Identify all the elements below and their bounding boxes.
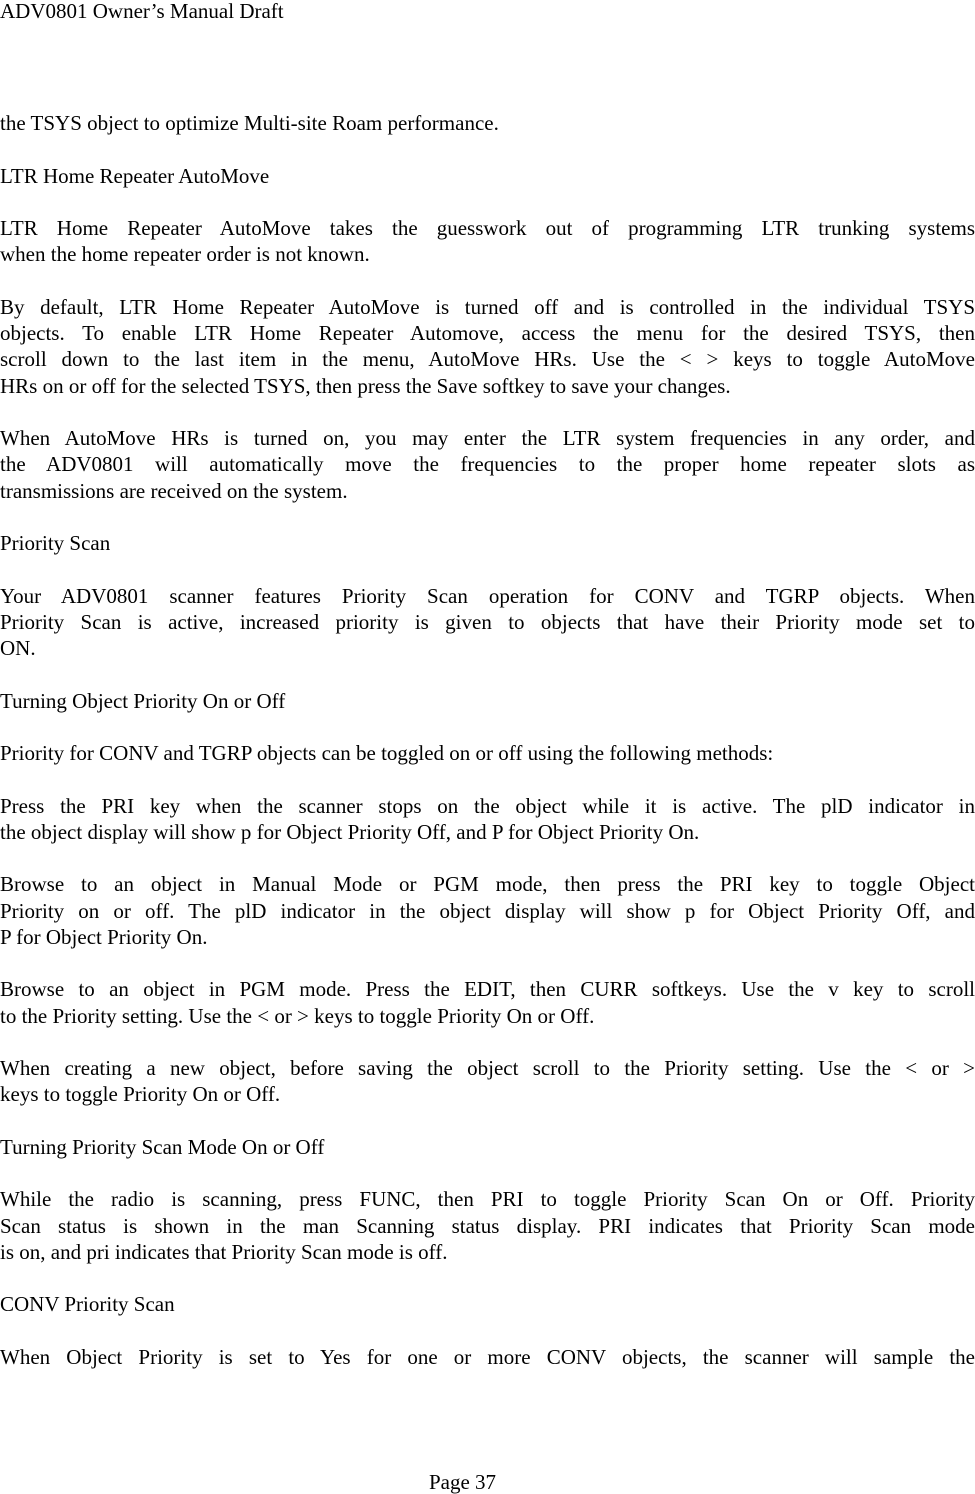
paragraph: [0, 740, 975, 766]
text-line: ON.: [0, 636, 36, 660]
section-heading: [0, 1291, 975, 1317]
section-heading: [0, 530, 975, 556]
paragraph: [0, 425, 975, 504]
text-line: LTR Home Repeater AutoMove: [0, 163, 270, 188]
text-line: Scan status is shown in the man Scanning status display. PRI indicates that Priority Scan mode: [0, 1213, 975, 1238]
paragraph: [0, 976, 975, 1029]
text-line: Priority on or off. The plD indicator in the object display will show p for Object Priority Off, and: [0, 898, 975, 923]
text-line: to the Priority setting. Use the < or > keys to toggle Priority On or Off.: [0, 1003, 595, 1028]
paragraph: [0, 583, 975, 662]
paragraph: [0, 215, 975, 268]
text-line: Browse to an object in PGM mode. Press the EDIT, then CURR softkeys. Use the v key to scroll: [0, 977, 975, 1002]
paragraph: [0, 793, 975, 846]
text-line: is on, and pri indicates that Priority Scan mode is off.: [0, 1239, 448, 1264]
text-line: By default, LTR Home Repeater AutoMove is turned off and is controlled in the individual TSYS: [0, 294, 975, 319]
text-line: LTR Home Repeater AutoMove takes the guesswork out of programming LTR trunking systems: [0, 216, 975, 240]
paragraph: [0, 1186, 975, 1265]
text-line: when the home repeater order is not known.: [0, 242, 370, 267]
paragraph: [0, 1344, 975, 1370]
section-heading: [0, 1134, 975, 1160]
section-heading: [0, 688, 975, 714]
section-heading: [0, 163, 975, 189]
document-title: ADV0801 Owner’s Manual Draft: [0, 0, 284, 23]
text-line: the ADV0801 will automatically move the frequencies to the proper home repeater slots as: [0, 452, 975, 477]
text-line: transmissions are received on the system.: [0, 478, 348, 503]
paragraph: [0, 110, 975, 136]
text-line: CONV Priority Scan: [0, 1292, 175, 1317]
text-line: the TSYS object to optimize Multi-site Roam performance.: [0, 111, 499, 135]
text-line: Press the PRI key when the scanner stops on the object while it is active. The plD indicator in: [0, 793, 975, 818]
text-line: Turning Priority Scan Mode On or Off: [0, 1134, 325, 1159]
paragraph: [0, 871, 975, 950]
text-line: HRs on or off for the selected TSYS, then press the Save softkey to save your changes.: [0, 373, 731, 398]
paragraph: [0, 1055, 975, 1108]
text-line: When AutoMove HRs is turned on, you may enter the LTR system frequencies in any order, and: [0, 426, 975, 450]
paragraph: [0, 294, 975, 399]
page-footer: [0, 1470, 975, 1494]
text-line: objects. To enable LTR Home Repeater Automove, access the menu for the desired TSYS, then: [0, 321, 975, 345]
text-line: While the radio is scanning, press FUNC, then PRI to toggle Priority Scan On or Off. Priority: [0, 1187, 975, 1212]
text-line: Turning Object Priority On or Off: [0, 688, 286, 713]
page-header: [0, 0, 284, 22]
text-line: the object display will show p for Object Priority Off, and P for Object Priority On.: [0, 819, 700, 844]
text-line: keys to toggle Priority On or Off.: [0, 1082, 281, 1107]
text-line: Browse to an object in Manual Mode or PGM mode, then press the PRI key to toggle Object: [0, 872, 975, 897]
text-line: Priority Scan: [0, 531, 111, 555]
text-line: When Object Priority is set to Yes for one or more CONV objects, the scanner will sample the: [0, 1344, 975, 1369]
text-line: P for Object Priority On.: [0, 924, 208, 949]
text-line: Priority for CONV and TGRP objects can be toggled on or off using the following methods:: [0, 741, 774, 765]
document-body: [0, 110, 975, 1396]
text-line: Priority Scan is active, increased priority is given to objects that have their Priority mode set to: [0, 609, 975, 634]
text-line: scroll down to the last item in the menu, AutoMove HRs. Use the < > keys to toggle AutoMove: [0, 347, 975, 372]
page-number: Page 37: [428, 1470, 497, 1494]
text-line: When creating a new object, before saving the object scroll to the Priority setting. Use the < or >: [0, 1056, 975, 1080]
text-line: Your ADV0801 scanner features Priority Scan operation for CONV and TGRP objects. When: [0, 583, 975, 608]
